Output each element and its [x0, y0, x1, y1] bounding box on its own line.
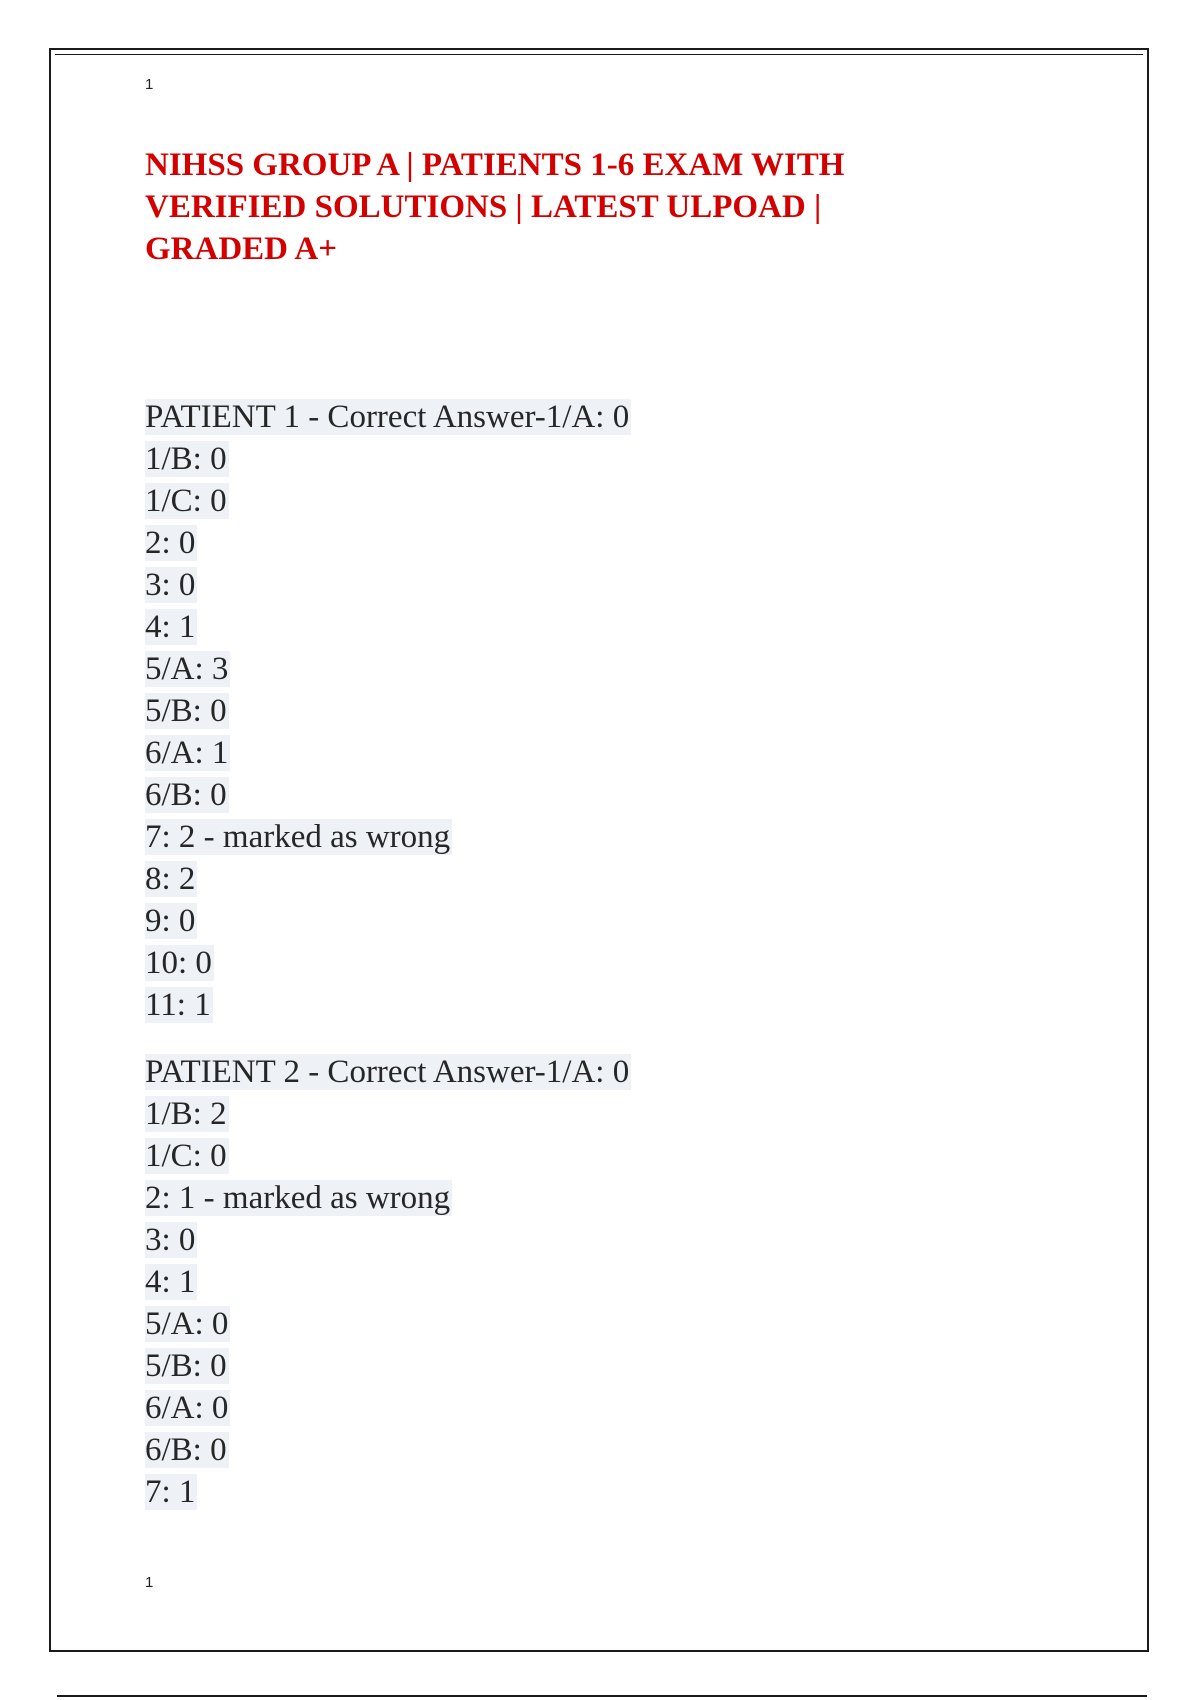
answer-line: 5/B: 0	[145, 693, 227, 729]
answer-line: 10: 0	[145, 945, 212, 981]
next-page-top-rule	[57, 1695, 1147, 1697]
answer-line: 1/C: 0	[145, 483, 227, 519]
answer-line: 7: 1	[145, 1474, 196, 1510]
document-title: NIHSS GROUP A | PATIENTS 1-6 EXAM WITH VERIFIED SOLUTIONS | LATEST ULPOAD | GRADED A+	[145, 147, 845, 267]
page-number-bottom: 1	[145, 1574, 154, 1591]
answer-line: 1/C: 0	[145, 1138, 227, 1174]
answer-list	[145, 396, 631, 1538]
page-number-top: 1	[145, 76, 154, 93]
answer-line: PATIENT 1 - Correct Answer-1/A: 0	[145, 399, 630, 435]
answer-line: 3: 0	[145, 1222, 196, 1258]
answer-line: 5/A: 0	[145, 1306, 229, 1342]
answer-line: 6/B: 0	[145, 1432, 227, 1468]
answer-line: 11: 1	[145, 987, 211, 1023]
answer-line: 9: 0	[145, 903, 196, 939]
answer-line: 1/B: 0	[145, 441, 227, 477]
answer-line: 4: 1	[145, 1264, 196, 1300]
answer-line: 2: 0	[145, 525, 196, 561]
answer-line: 6/B: 0	[145, 777, 227, 813]
frame-inner-rule	[55, 54, 1143, 55]
answer-line: 4: 1	[145, 609, 196, 645]
answer-line: 6/A: 0	[145, 1390, 229, 1426]
answer-line: 7: 2 - marked as wrong	[145, 819, 451, 855]
answer-line: 2: 1 - marked as wrong	[145, 1180, 451, 1216]
answer-line: PATIENT 2 - Correct Answer-1/A: 0	[145, 1054, 630, 1090]
answer-line: 8: 2	[145, 861, 196, 897]
patient-block-2	[145, 1051, 631, 1513]
answer-line: 3: 0	[145, 567, 196, 603]
patient-block-1	[145, 396, 631, 1026]
answer-line: 1/B: 2	[145, 1096, 227, 1132]
answer-line: 6/A: 1	[145, 735, 229, 771]
answer-line: 5/A: 3	[145, 651, 229, 687]
answer-line: 5/B: 0	[145, 1348, 227, 1384]
